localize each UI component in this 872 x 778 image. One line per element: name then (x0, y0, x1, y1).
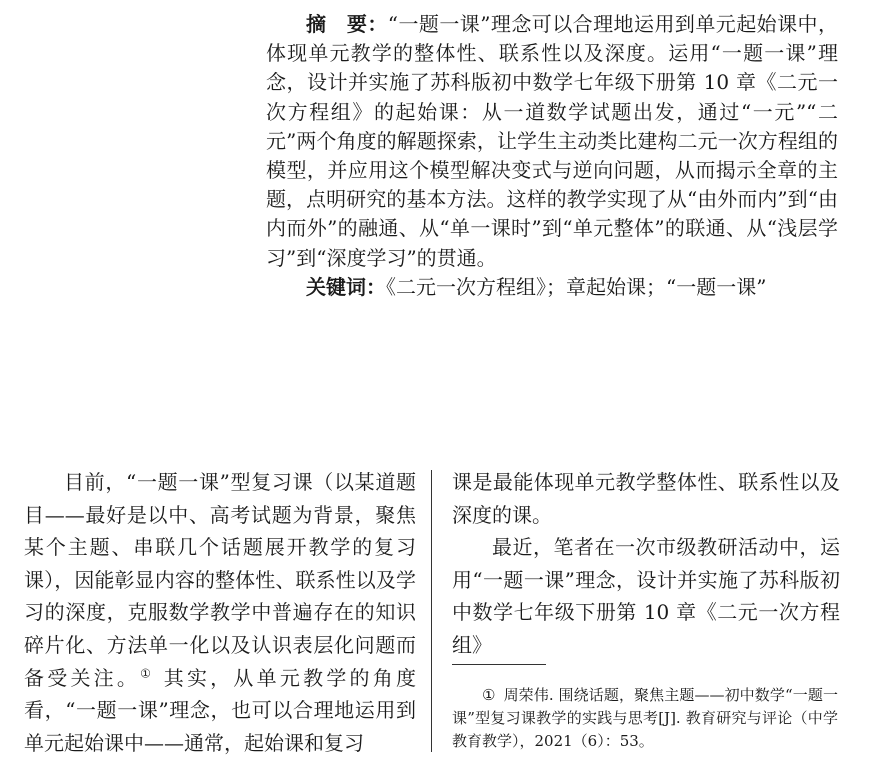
footnote (452, 684, 838, 753)
body-column-left (24, 466, 416, 759)
keywords-label: 关键词： (306, 274, 386, 299)
footnote-reference: ① (140, 665, 155, 680)
abstract-paragraph (266, 10, 838, 273)
intro-text-part1: 目前，“一题一课”型复习课（以某道题目——最好是以中、高考试题为背景，聚焦某个主题、串联几个话题展开教学的复习课），因能彰显内容的整体性、联系性以及学习的深度，克服数学教学中普遍存在的知识碎片化、方法单一化以及认识表层化问题而备受关注。 (24, 470, 416, 690)
intro-text-part2: 其实，从单元教学的角度看，“一题一课”理念，也可以合理地运用到单元起始课中——通常，起始课和复习 (24, 665, 417, 755)
body-column-right (452, 466, 840, 662)
abstract-section (266, 10, 838, 302)
footnote-text: 周荣伟. 围绕话题，聚焦主题——初中数学“一题一课”型复习课教学的实践与思考[J]. 教育研究与评论（中学教育教学），2021（6）：53。 (452, 686, 838, 750)
abstract-text: “一题一课”理念可以合理地运用到单元起始课中，体现单元教学的整体性、联系性以及深度。运用“一题一课”理念，设计并实施了苏科版初中数学七年级下册第 10 章《二元一次方程组》的起始课：从一道数学试题出发，通过“一元”“二元”两个角度的解题探索，让学生主动类比建构二元一次方程组的模型，并应用这个模型解决变式与逆向问题，从而揭示全章的主题，点明研究的基本方法。这样的教学实现了从“由外而内”到“由内而外”的融通、从“单一课时”到“单元整体”的联通、从“浅层学习”到“深度学习”的贯通。 (266, 12, 839, 270)
footnote-mark: ① (482, 686, 496, 704)
column-divider (431, 470, 432, 752)
recent-activity-paragraph: 最近，笔者在一次市级教研活动中，运用“一题一课”理念，设计并实施了苏科版初中数学七年级下册第 10 章《二元一次方程组》 (452, 535, 840, 657)
footnote-rule (452, 664, 546, 665)
intro-paragraph (24, 466, 416, 759)
abstract-label: 摘 要： (306, 12, 388, 36)
keywords-paragraph (266, 273, 838, 302)
keywords-text: 《二元一次方程组》；章起始课；“一题一课” (386, 274, 767, 299)
continuation-paragraph: 课是最能体现单元教学整体性、联系性以及深度的课。 (452, 470, 840, 527)
